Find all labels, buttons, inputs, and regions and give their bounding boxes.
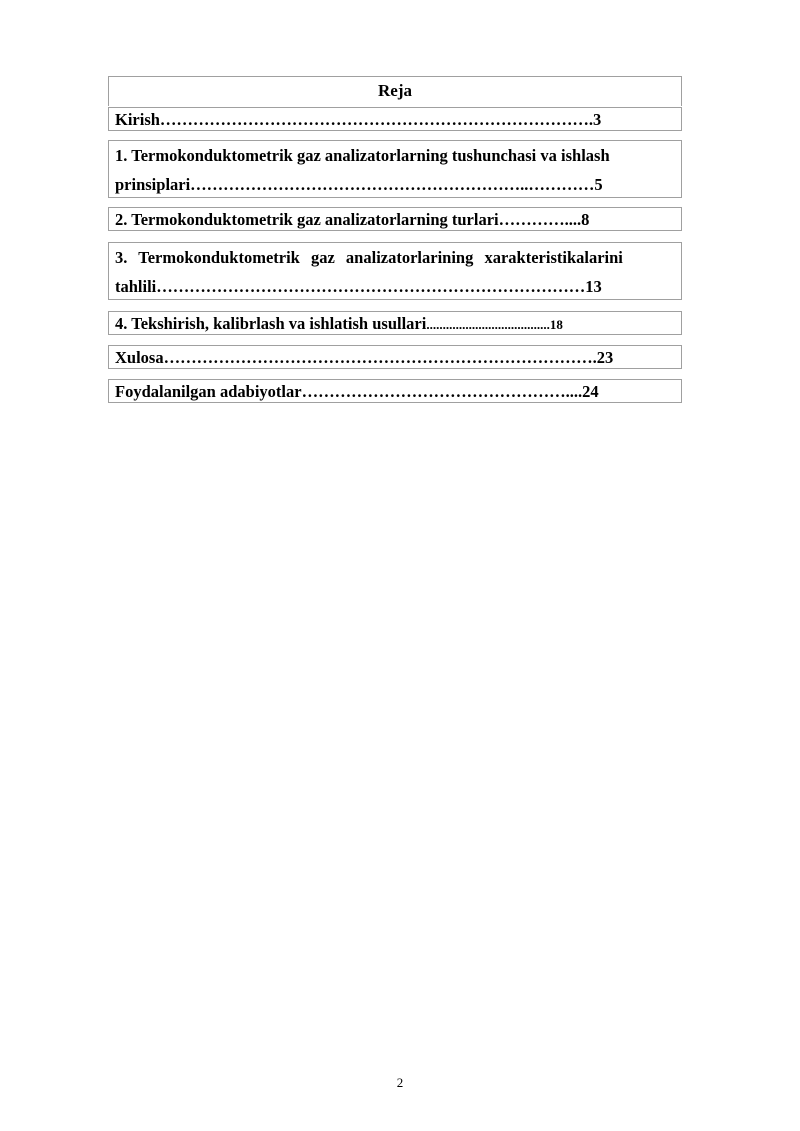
toc-entry-text: 4. Tekshirish, kalibrlash va ishlatish usullari (115, 314, 427, 333)
toc-entry-references (108, 379, 682, 403)
toc-entry-section-2 (108, 207, 682, 231)
toc-entry-line (115, 312, 676, 335)
toc-entry-text: Xulosa…………………………………………………………………….23 (115, 348, 614, 367)
toc-title: Reja (108, 76, 682, 106)
toc-entry-line-1: 1. Termokonduktometrik gaz analizatorlarning tushunchasi va ishlash (115, 146, 610, 165)
toc-entry-introduction (108, 107, 682, 131)
toc-entry-line-1: 3. Termokonduktometrik gaz analizatorlarining xarakteristikalarini (115, 248, 623, 267)
toc-entry-leader: ......................................18 (426, 317, 563, 332)
toc-entry-line-2: prinsiplari……………………………………………………..…………5 (115, 175, 603, 194)
toc-entry-text: Kirish…………………………………………………………………….3 (115, 110, 602, 129)
toc-entry-text: 2. Termokonduktometrik gaz analizatorlarning turlari…………....8 (115, 210, 590, 229)
toc-entry-text: Foydalanilgan adabiyotlar…………………………………………....24 (115, 382, 599, 401)
toc-entry-line-2: tahlili……………………………………………………………………13 (115, 277, 602, 296)
table-of-contents (108, 76, 682, 403)
page-number: 2 (396, 1075, 404, 1090)
toc-entry-section-4 (108, 311, 682, 335)
toc-entry-section-3 (108, 242, 682, 300)
toc-entry-conclusion (108, 345, 682, 369)
toc-entry-section-1 (108, 140, 682, 198)
